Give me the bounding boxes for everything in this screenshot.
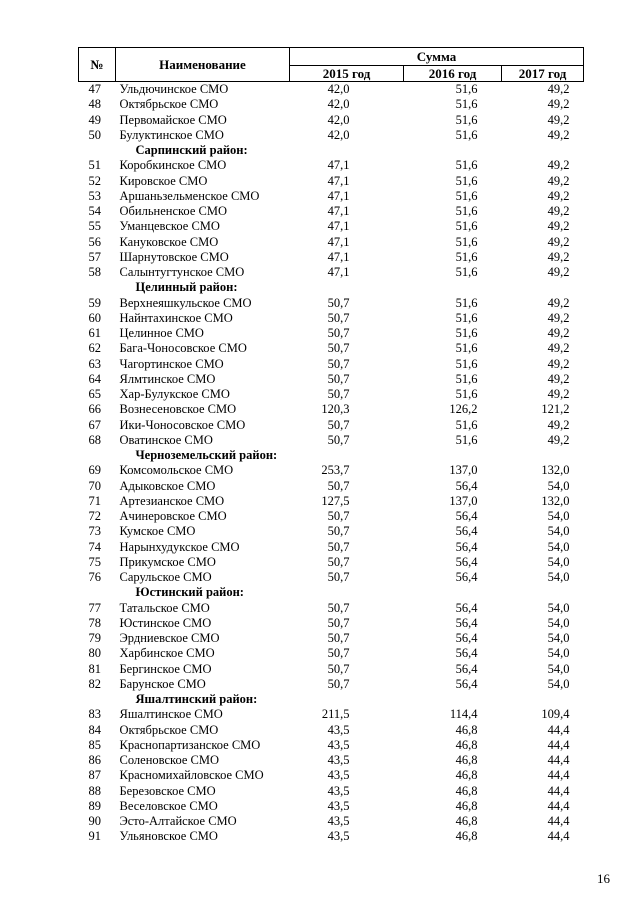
value-2016: 46,8 <box>455 783 478 798</box>
municipality-name: Комсомольское СМО <box>119 463 234 478</box>
value-2016: 51,6 <box>455 249 478 264</box>
row-number: 64 <box>88 371 101 386</box>
municipality-name: Бага-Чоносовское СМО <box>119 341 247 356</box>
table-row <box>79 555 584 570</box>
value-2016: 46,8 <box>455 798 478 813</box>
row-number: 89 <box>88 798 101 813</box>
row-number: 49 <box>88 112 101 127</box>
value-2015: 50,7 <box>327 356 350 371</box>
municipality-name: Обильненское СМО <box>119 204 227 218</box>
value-2016: 51,6 <box>455 127 478 142</box>
table-row <box>79 814 584 829</box>
value-2017: 49,2 <box>547 387 570 401</box>
value-2017: 54,0 <box>547 661 570 676</box>
municipality-name: Эрдниевское СМО <box>119 631 220 645</box>
table-row <box>79 631 584 646</box>
district-header-row <box>79 585 584 600</box>
table-row <box>79 662 584 677</box>
table-row <box>79 784 584 799</box>
value-2015: 43,5 <box>327 722 350 737</box>
municipality-name: Артезианское СМО <box>119 493 225 508</box>
value-2016: 51,6 <box>455 326 478 340</box>
value-2016: 46,8 <box>455 737 478 752</box>
municipality-name: Татальское СМО <box>119 600 210 615</box>
value-2017: 132,0 <box>541 463 570 478</box>
table-row <box>79 250 584 265</box>
value-2017: 44,4 <box>547 814 570 828</box>
header-year-2015: 2015 год <box>290 66 404 82</box>
table-row <box>79 570 584 585</box>
value-2017: 54,0 <box>547 554 570 569</box>
municipality-name: Березовское СМО <box>119 783 216 798</box>
table-row <box>79 326 584 341</box>
row-number: 58 <box>88 265 101 279</box>
row-number: 63 <box>88 356 101 371</box>
value-2017: 49,2 <box>547 234 570 249</box>
value-2015: 50,7 <box>327 570 350 584</box>
value-2015: 50,7 <box>327 326 350 340</box>
value-2015: 50,7 <box>327 600 350 615</box>
table-row <box>79 204 584 219</box>
value-2017: 44,4 <box>547 722 570 737</box>
value-2016: 51,6 <box>455 97 478 112</box>
value-2015: 47,1 <box>327 188 350 203</box>
municipality-name: Верхнеяшкульское СМО <box>119 295 252 310</box>
table-row <box>79 829 584 844</box>
table-row <box>79 387 584 402</box>
table-row <box>79 799 584 814</box>
value-2016: 51,6 <box>455 158 478 173</box>
header-year-2016: 2016 год <box>404 66 502 82</box>
row-number: 73 <box>88 524 101 539</box>
row-number: 48 <box>88 97 101 112</box>
value-2017: 49,2 <box>547 219 570 234</box>
municipality-name: Ульдючинское СМО <box>119 82 229 96</box>
value-2016: 51,6 <box>455 295 478 310</box>
municipality-name: Яшалтинское СМО <box>119 707 223 722</box>
value-2016: 51,6 <box>455 432 478 447</box>
value-2016: 51,6 <box>455 234 478 249</box>
row-number: 82 <box>88 676 101 691</box>
table-row <box>79 113 584 128</box>
municipality-name: Кануковское СМО <box>119 234 219 249</box>
district-header-row <box>79 143 584 158</box>
value-2017: 109,4 <box>541 707 570 722</box>
value-2016: 46,8 <box>455 814 478 828</box>
municipality-name: Салынтугтунское СМО <box>119 265 245 279</box>
value-2017: 44,4 <box>547 753 570 767</box>
value-2017: 49,2 <box>547 295 570 310</box>
value-2016: 126,2 <box>449 402 478 417</box>
district-name: Черноземельский район: <box>135 448 278 462</box>
municipality-name: Вознесеновское СМО <box>119 402 237 417</box>
value-2017: 54,0 <box>547 570 570 584</box>
value-2015: 42,0 <box>327 127 350 142</box>
table-body <box>79 82 584 845</box>
row-number: 84 <box>88 722 101 737</box>
value-2016: 46,8 <box>455 753 478 767</box>
value-2016: 56,4 <box>455 570 478 584</box>
value-2016: 137,0 <box>449 463 478 478</box>
value-2015: 50,7 <box>327 310 350 325</box>
value-2016: 51,6 <box>455 341 478 356</box>
value-2016: 56,4 <box>455 509 478 523</box>
value-2015: 50,7 <box>327 554 350 569</box>
value-2017: 121,2 <box>541 402 570 417</box>
row-number: 67 <box>88 417 101 432</box>
municipality-name: Соленовское СМО <box>119 753 220 767</box>
value-2017: 54,0 <box>547 539 570 554</box>
value-2015: 42,0 <box>327 82 350 96</box>
municipality-name: Ульяновское СМО <box>119 829 218 844</box>
table-row <box>79 189 584 204</box>
value-2016: 51,6 <box>455 82 478 96</box>
row-number: 77 <box>88 600 101 615</box>
value-2017: 54,0 <box>547 600 570 615</box>
row-number: 74 <box>88 539 101 554</box>
value-2015: 50,7 <box>327 676 350 691</box>
table-row <box>79 372 584 387</box>
table-row <box>79 723 584 738</box>
value-2015: 50,7 <box>327 387 350 401</box>
row-number-cell <box>79 143 116 158</box>
value-2015: 50,7 <box>327 417 350 432</box>
municipality-name: Краснопартизанское СМО <box>119 737 261 752</box>
value-2017: 49,2 <box>547 432 570 447</box>
table-row <box>79 707 584 722</box>
row-number: 61 <box>88 326 101 340</box>
value-2017: 54,0 <box>547 676 570 691</box>
value-2017: 49,2 <box>547 310 570 325</box>
municipality-name: Прикумское СМО <box>119 554 216 569</box>
table-row <box>79 479 584 494</box>
value-2015: 50,7 <box>327 432 350 447</box>
row-number-cell <box>79 280 116 295</box>
row-number: 55 <box>88 219 101 234</box>
value-2015: 50,7 <box>327 524 350 539</box>
municipality-name: Аршаньзельменское СМО <box>119 188 260 203</box>
value-2015: 43,5 <box>327 798 350 813</box>
row-number: 54 <box>88 204 101 218</box>
municipality-name: Бергинское СМО <box>119 661 212 676</box>
value-2017: 54,0 <box>547 615 570 630</box>
municipality-name: Октябрьское СМО <box>119 722 219 737</box>
value-2016: 56,4 <box>455 478 478 493</box>
table-row <box>79 158 584 173</box>
value-2017: 49,2 <box>547 204 570 218</box>
row-number: 69 <box>88 463 101 478</box>
value-2017: 49,2 <box>547 356 570 371</box>
value-2016: 51,6 <box>455 173 478 188</box>
table-row <box>79 418 584 433</box>
value-2015: 43,5 <box>327 753 350 767</box>
value-2017: 49,2 <box>547 265 570 279</box>
row-number: 75 <box>88 554 101 569</box>
value-2016: 56,4 <box>455 524 478 539</box>
value-2016: 46,8 <box>455 768 478 783</box>
row-number: 68 <box>88 432 101 447</box>
municipality-name: Сарульское СМО <box>119 570 212 584</box>
row-number-cell <box>79 585 116 600</box>
page-number: 16 <box>597 871 610 886</box>
value-2015: 50,7 <box>327 478 350 493</box>
value-2017: 44,4 <box>547 798 570 813</box>
row-number: 88 <box>88 783 101 798</box>
municipality-name: Уманцевское СМО <box>119 219 220 234</box>
table-row <box>79 753 584 768</box>
district-header-row <box>79 280 584 295</box>
row-number: 50 <box>88 127 101 142</box>
row-number: 80 <box>88 646 101 661</box>
municipality-name: Ики-Чоносовское СМО <box>119 417 246 432</box>
value-2015: 43,5 <box>327 814 350 828</box>
row-number: 66 <box>88 402 101 417</box>
municipality-name: Эсто-Алтайское СМО <box>119 814 237 828</box>
table-row <box>79 524 584 539</box>
value-2016: 51,6 <box>455 265 478 279</box>
value-2016: 114,4 <box>449 707 478 722</box>
municipality-name: Адыковское СМО <box>119 478 216 493</box>
value-2015: 47,1 <box>327 173 350 188</box>
value-2015: 253,7 <box>321 463 350 478</box>
value-2016: 56,4 <box>455 615 478 630</box>
district-name: Юстинский район: <box>135 585 244 600</box>
value-2016: 56,4 <box>455 676 478 691</box>
value-2017: 54,0 <box>547 524 570 539</box>
value-2015: 50,7 <box>327 539 350 554</box>
value-2015: 50,7 <box>327 631 350 645</box>
municipality-name: Веселовское СМО <box>119 798 218 813</box>
value-2017: 44,4 <box>547 783 570 798</box>
row-number: 72 <box>88 509 101 523</box>
value-2016: 51,6 <box>455 371 478 386</box>
value-2015: 50,7 <box>327 371 350 386</box>
table-row <box>79 616 584 631</box>
value-2016: 51,6 <box>455 112 478 127</box>
value-2017: 49,2 <box>547 249 570 264</box>
value-2015: 42,0 <box>327 97 350 112</box>
budget-table <box>78 47 584 845</box>
row-number: 86 <box>88 753 101 767</box>
table-row <box>79 174 584 189</box>
row-number: 90 <box>88 814 101 828</box>
municipality-name: Коробкинское СМО <box>119 158 227 173</box>
value-2015: 43,5 <box>327 768 350 783</box>
table-row <box>79 677 584 692</box>
table-row <box>79 494 584 509</box>
value-2015: 43,5 <box>327 737 350 752</box>
table-row <box>79 768 584 783</box>
municipality-name: Харбинское СМО <box>119 646 215 661</box>
row-number-cell <box>79 448 116 463</box>
value-2017: 54,0 <box>547 646 570 661</box>
value-2016: 56,4 <box>455 646 478 661</box>
value-2015: 47,1 <box>327 219 350 234</box>
value-2016: 137,0 <box>449 493 478 508</box>
row-number: 70 <box>88 478 101 493</box>
municipality-name: Булуктинское СМО <box>119 127 224 142</box>
table-row <box>79 357 584 372</box>
value-2017: 54,0 <box>547 509 570 523</box>
table-row <box>79 463 584 478</box>
municipality-name: Кировское СМО <box>119 173 208 188</box>
value-2017: 49,2 <box>547 188 570 203</box>
value-2017: 44,4 <box>547 768 570 783</box>
value-2015: 50,7 <box>327 341 350 356</box>
municipality-name: Ялмтинское СМО <box>119 371 216 386</box>
district-header-row <box>79 448 584 463</box>
municipality-name: Октябрьское СМО <box>119 97 219 112</box>
value-2017: 49,2 <box>547 341 570 356</box>
value-2017: 54,0 <box>547 478 570 493</box>
municipality-name: Шарнутовское СМО <box>119 249 229 264</box>
municipality-name: Ачинеровское СМО <box>119 509 227 523</box>
municipality-name: Найнтахинское СМО <box>119 310 233 325</box>
table-row <box>79 235 584 250</box>
row-number: 62 <box>88 341 101 356</box>
table-row <box>79 646 584 661</box>
table-row <box>79 433 584 448</box>
value-2015: 43,5 <box>327 783 350 798</box>
value-2015: 47,1 <box>327 158 350 173</box>
municipality-name: Оватинское СМО <box>119 432 213 447</box>
row-number: 91 <box>88 829 101 844</box>
value-2016: 51,6 <box>455 219 478 234</box>
value-2017: 44,4 <box>547 829 570 844</box>
row-number: 71 <box>88 493 101 508</box>
row-number: 51 <box>88 158 101 173</box>
row-number: 85 <box>88 737 101 752</box>
value-2015: 127,5 <box>321 493 350 508</box>
header-year-2017: 2017 год <box>502 66 584 82</box>
table-row <box>79 341 584 356</box>
value-2016: 56,4 <box>455 600 478 615</box>
header-sum: Сумма <box>290 48 584 66</box>
table-row <box>79 82 584 98</box>
district-name: Сарпинский район: <box>135 143 248 157</box>
table-row <box>79 540 584 555</box>
row-number: 87 <box>88 768 101 783</box>
value-2015: 43,5 <box>327 829 350 844</box>
table-row <box>79 128 584 143</box>
value-2017: 44,4 <box>547 737 570 752</box>
row-number: 65 <box>88 387 101 401</box>
value-2017: 49,2 <box>547 127 570 142</box>
value-2017: 49,2 <box>547 82 570 96</box>
table-row <box>79 219 584 234</box>
value-2016: 51,6 <box>455 356 478 371</box>
municipality-name: Первомайское СМО <box>119 112 227 127</box>
value-2017: 49,2 <box>547 371 570 386</box>
value-2017: 49,2 <box>547 112 570 127</box>
municipality-name: Кумское СМО <box>119 524 196 539</box>
value-2017: 54,0 <box>547 631 570 645</box>
value-2015: 50,7 <box>327 615 350 630</box>
value-2015: 50,7 <box>327 509 350 523</box>
value-2016: 56,4 <box>455 661 478 676</box>
municipality-name: Нарынхудукское СМО <box>119 539 240 554</box>
value-2015: 211,5 <box>321 707 350 722</box>
table-row <box>79 311 584 326</box>
municipality-name: Юстинское СМО <box>119 615 212 630</box>
value-2017: 49,2 <box>547 97 570 112</box>
value-2015: 50,7 <box>327 295 350 310</box>
value-2015: 42,0 <box>327 112 350 127</box>
row-number: 52 <box>88 173 101 188</box>
table-header <box>79 48 584 82</box>
value-2016: 56,4 <box>455 631 478 645</box>
row-number: 78 <box>88 615 101 630</box>
table-row <box>79 509 584 524</box>
value-2015: 50,7 <box>327 646 350 661</box>
table-row <box>79 402 584 417</box>
district-name: Целинный район: <box>135 280 238 295</box>
table-row <box>79 265 584 280</box>
row-number-cell <box>79 692 116 707</box>
district-name: Яшалтинский район: <box>135 692 258 706</box>
value-2015: 47,1 <box>327 265 350 279</box>
row-number: 56 <box>88 234 101 249</box>
value-2017: 49,2 <box>547 173 570 188</box>
row-number: 53 <box>88 188 101 203</box>
header-name: Наименование <box>116 48 290 82</box>
value-2016: 51,6 <box>455 310 478 325</box>
municipality-name: Целинное СМО <box>119 326 204 340</box>
table-row <box>79 97 584 112</box>
value-2015: 47,1 <box>327 234 350 249</box>
row-number: 57 <box>88 249 101 264</box>
value-2017: 132,0 <box>541 493 570 508</box>
table-row <box>79 601 584 616</box>
value-2015: 47,1 <box>327 249 350 264</box>
value-2017: 49,2 <box>547 417 570 432</box>
value-2016: 46,8 <box>455 829 478 844</box>
municipality-name: Чагортинское СМО <box>119 356 224 371</box>
value-2016: 56,4 <box>455 539 478 554</box>
value-2015: 47,1 <box>327 204 350 218</box>
header-number: № <box>79 48 116 82</box>
row-number: 83 <box>88 707 101 722</box>
row-number: 59 <box>88 295 101 310</box>
value-2016: 46,8 <box>455 722 478 737</box>
value-2015: 50,7 <box>327 661 350 676</box>
district-header-row <box>79 692 584 707</box>
value-2016: 51,6 <box>455 188 478 203</box>
table-row <box>79 296 584 311</box>
value-2016: 51,6 <box>455 204 478 218</box>
value-2016: 51,6 <box>455 387 478 401</box>
municipality-name: Красномихайловское СМО <box>119 768 264 783</box>
row-number: 81 <box>88 661 101 676</box>
value-2016: 56,4 <box>455 554 478 569</box>
value-2015: 120,3 <box>321 402 350 417</box>
value-2017: 49,2 <box>547 326 570 340</box>
row-number: 79 <box>88 631 101 645</box>
value-2016: 51,6 <box>455 417 478 432</box>
municipality-name: Барунское СМО <box>119 676 206 691</box>
table-row <box>79 738 584 753</box>
value-2017: 49,2 <box>547 158 570 173</box>
row-number: 47 <box>88 82 101 96</box>
municipality-name: Хар-Булукское СМО <box>119 387 230 401</box>
row-number: 60 <box>88 310 101 325</box>
row-number: 76 <box>88 570 101 584</box>
